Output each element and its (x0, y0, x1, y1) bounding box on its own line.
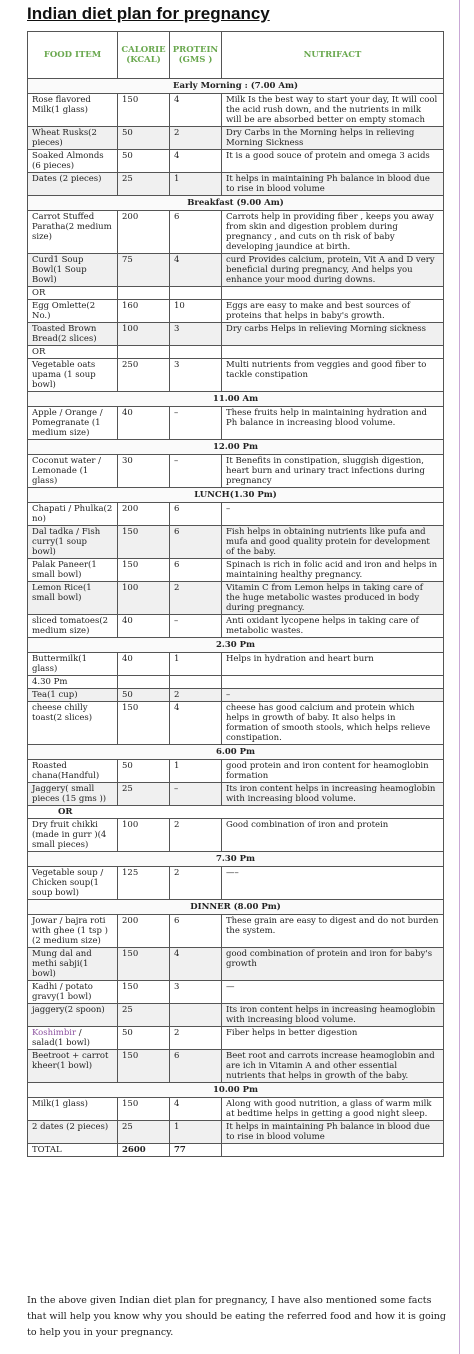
header-calorie: CALORIE (KCAL) (118, 32, 170, 79)
note-row (28, 287, 444, 300)
nutrifact-cell: Helps in hydration and heart burn (222, 653, 444, 676)
calorie-cell: 200 (118, 915, 170, 948)
calorie-cell: 125 (118, 867, 170, 900)
nutrifact-cell: — (222, 981, 444, 1004)
food-item-cell: Rose flavored Milk(1 glass) (28, 94, 118, 127)
food-item-cell: Wheat Rusks(2 pieces) (28, 127, 118, 150)
calorie-cell: 100 (118, 819, 170, 852)
protein-cell: 1 (170, 760, 222, 783)
food-item-cell: Mung dal and methi sabji(1 bowl) (28, 948, 118, 981)
section-heading: 7.30 Pm (28, 852, 444, 867)
empty-cell (170, 287, 222, 300)
table-row (28, 702, 444, 745)
calorie-cell: 25 (118, 783, 170, 806)
nutrifact-cell: Fish helps in obtaining nutrients like pufa and mufa and good quality protein for development of the baby. (222, 526, 444, 559)
table-row (28, 323, 444, 346)
empty-cell (118, 676, 170, 689)
food-item-cell: Vegetable soup / Chicken soup(1 soup bowl) (28, 867, 118, 900)
summary-paragraph: In the above given Indian diet plan for pregnancy, I have also mentioned some facts that will help you know why you should be eating the referred food and how it is going to help you in your pregnancy. (27, 1295, 446, 1338)
food-item-cell: 2 dates (2 pieces) (28, 1121, 118, 1144)
header-nutrifact: NUTRIFACT (222, 32, 444, 79)
nutrifact-cell: – (222, 503, 444, 526)
table-row (28, 615, 444, 638)
nutrifact-cell: Dry Carbs in the Morning helps in relieving Morning Sickness (222, 127, 444, 150)
calorie-cell: 100 (118, 582, 170, 615)
food-item-cell: TOTAL (28, 1144, 118, 1157)
calorie-cell: 40 (118, 653, 170, 676)
table-row (28, 1004, 444, 1027)
protein-cell: 6 (170, 503, 222, 526)
section-heading: LUNCH(1.30 Pm) (28, 488, 444, 503)
food-item-cell: jaggery(2 spoon) (28, 1004, 118, 1027)
protein-cell: 2 (170, 819, 222, 852)
section-heading: Early Morning : (7.00 Am) (28, 79, 444, 94)
protein-cell: – (170, 615, 222, 638)
section-row (28, 638, 444, 653)
protein-cell: 3 (170, 323, 222, 346)
protein-cell: 1 (170, 1121, 222, 1144)
calorie-cell: 150 (118, 526, 170, 559)
nutrifact-cell: curd Provides calcium, protein, Vit A and D very beneficial during pregnancy, And helps you enhance your mood during downs. (222, 254, 444, 287)
calorie-cell: 200 (118, 503, 170, 526)
calorie-cell: 160 (118, 300, 170, 323)
table-row (28, 455, 444, 488)
section-row (28, 745, 444, 760)
food-item-cell: Kadhi / potato gravy(1 bowl) (28, 981, 118, 1004)
section-heading: 10.00 Pm (28, 1083, 444, 1098)
section-row (28, 900, 444, 915)
calorie-cell: 30 (118, 455, 170, 488)
food-item-cell: Jowar / bajra roti with ghee (1 tsp )(2 medium size) (28, 915, 118, 948)
food-item-cell: Dal tadka / Fish curry(1 soup bowl) (28, 526, 118, 559)
section-row (28, 392, 444, 407)
protein-cell: 2 (170, 127, 222, 150)
nutrifact-cell: Spinach is rich in folic acid and iron and helps in maintaining healthy pregnancy. (222, 559, 444, 582)
table-body (28, 79, 444, 1157)
protein-cell: – (170, 783, 222, 806)
protein-cell: 6 (170, 559, 222, 582)
section-heading: 2.30 Pm (28, 638, 444, 653)
nutrifact-cell: Anti oxidant lycopene helps in taking care of metabolic wastes. (222, 615, 444, 638)
calorie-cell: 50 (118, 1027, 170, 1050)
nutrifact-cell: It helps in maintaining Ph balance in blood due to rise in blood volume (222, 173, 444, 196)
protein-cell: 3 (170, 359, 222, 392)
nutrifact-cell: It is a good souce of protein and omega 3 acids (222, 150, 444, 173)
nutrifact-cell: good protein and iron content for heamoglobin formation (222, 760, 444, 783)
food-link[interactable]: Koshimbir (32, 1028, 77, 1038)
note-label: OR (28, 287, 118, 300)
section-row (28, 196, 444, 211)
food-item-cell: Vegetable oats upama (1 soup bowl) (28, 359, 118, 392)
protein-cell: – (170, 455, 222, 488)
section-heading: Breakfast (9.00 Am) (28, 196, 444, 211)
protein-cell (170, 1004, 222, 1027)
food-item-cell: Lemon Rice(1 small bowl) (28, 582, 118, 615)
calorie-cell: 75 (118, 254, 170, 287)
calorie-cell: 150 (118, 94, 170, 127)
section-heading: 11.00 Am (28, 392, 444, 407)
nutrifact-cell: Multi nutrients from veggies and good fiber to tackle constipation (222, 359, 444, 392)
protein-cell: 77 (170, 1144, 222, 1157)
table-row (28, 559, 444, 582)
table-row (28, 300, 444, 323)
food-item-cell: Egg Omlette(2 No.) (28, 300, 118, 323)
nutrifact-cell: cheese has good calcium and protein which helps in growth of baby. It also helps in formation of smooth stools, which helps relieve constipation. (222, 702, 444, 745)
nutrifact-cell: Carrots help in providing fiber , keeps you away from skin and digestion problem during pregnancy , and cuts on th risk of baby developing jaundice at birth. (222, 211, 444, 254)
protein-cell: 3 (170, 981, 222, 1004)
table-row (28, 1050, 444, 1083)
protein-cell: 10 (170, 300, 222, 323)
table-row (28, 1098, 444, 1121)
protein-cell: 6 (170, 526, 222, 559)
protein-cell: 4 (170, 1098, 222, 1121)
nutrifact-cell: Its iron content helps in increasing heamoglobin with increasing blood volume. (222, 1004, 444, 1027)
nutrifact-cell: Beet root and carrots increase heamoglobin and are ich in Vitamin A and other essential nutrients that helps in growth of the baby. (222, 1050, 444, 1083)
note-label: 4.30 Pm (28, 676, 118, 689)
table-row (28, 783, 444, 806)
total-row (28, 1144, 444, 1157)
table-row (28, 526, 444, 559)
note-row (28, 346, 444, 359)
nutrifact-cell: These fruits help in maintaining hydration and Ph balance in increasing blood volume. (222, 407, 444, 440)
table-row (28, 689, 444, 702)
table-row (28, 819, 444, 852)
food-item-cell: Dry fruit chikki (made in gurr )(4 small pieces) (28, 819, 118, 852)
food-item-cell: Toasted Brown Bread(2 slices) (28, 323, 118, 346)
table-row (28, 211, 444, 254)
protein-cell: 4 (170, 94, 222, 127)
section-row (28, 1083, 444, 1098)
nutrifact-cell: Along with good nutrition, a glass of warm milk at bedtime helps in getting a good night sleep. (222, 1098, 444, 1121)
protein-cell: 1 (170, 653, 222, 676)
table-row (28, 653, 444, 676)
food-item-cell: Curd1 Soup Bowl(1 Soup Bowl) (28, 254, 118, 287)
nutrifact-cell: Good combination of iron and protein (222, 819, 444, 852)
food-item-cell: Jaggery( small pieces (15 gms )) (28, 783, 118, 806)
section-row (28, 488, 444, 503)
protein-cell: 1 (170, 173, 222, 196)
empty-cell (222, 346, 444, 359)
protein-cell: 2 (170, 1027, 222, 1050)
table-row (28, 582, 444, 615)
page-edge-line (459, 0, 460, 1354)
protein-cell: 4 (170, 150, 222, 173)
nutrifact-cell (222, 1144, 444, 1157)
nutrifact-cell: good combination of protein and iron for baby's growth (222, 948, 444, 981)
empty-cell (170, 676, 222, 689)
calorie-cell: 150 (118, 702, 170, 745)
table-row (28, 915, 444, 948)
section-row (28, 79, 444, 94)
diet-plan-table (27, 31, 444, 1157)
nutrifact-cell: Vitamin C from Lemon helps in taking care of the huge metabolic wastes produced in body during pregnancy. (222, 582, 444, 615)
section-heading: DINNER (8.00 Pm) (28, 900, 444, 915)
food-item-cell: Roasted chana(Handful) (28, 760, 118, 783)
protein-cell: 6 (170, 915, 222, 948)
calorie-cell: 100 (118, 323, 170, 346)
table-row (28, 503, 444, 526)
food-item-cell (28, 1027, 118, 1050)
page-title: Indian diet plan for pregnancy (27, 4, 270, 23)
table-row (28, 94, 444, 127)
table-row (28, 407, 444, 440)
calorie-cell: 150 (118, 1098, 170, 1121)
table-row (28, 867, 444, 900)
table-header-row (28, 32, 444, 79)
table-row (28, 1121, 444, 1144)
protein-cell: 4 (170, 254, 222, 287)
empty-cell (118, 287, 170, 300)
protein-cell: 2 (170, 689, 222, 702)
calorie-cell: 50 (118, 127, 170, 150)
note-row (28, 806, 444, 819)
nutrifact-cell: It Benefits in constipation, sluggish digestion, heart burn and urinary tract infections during pregnancy (222, 455, 444, 488)
food-item-cell: Carrot Stuffed Paratha(2 medium size) (28, 211, 118, 254)
protein-cell: – (170, 407, 222, 440)
calorie-cell: 25 (118, 1121, 170, 1144)
calorie-cell: 150 (118, 1050, 170, 1083)
calorie-cell: 150 (118, 948, 170, 981)
section-heading: 12.00 Pm (28, 440, 444, 455)
empty-cell (222, 287, 444, 300)
calorie-cell: 150 (118, 559, 170, 582)
food-item-cell: Soaked Almonds (6 pieces) (28, 150, 118, 173)
note-label: OR (28, 806, 444, 819)
food-item-cell: Apple / Orange / Pomegranate (1 medium size) (28, 407, 118, 440)
nutrifact-cell: It helps in maintaining Ph balance in blood due to rise in blood volume (222, 1121, 444, 1144)
calorie-cell: 25 (118, 173, 170, 196)
note-row (28, 676, 444, 689)
calorie-cell: 50 (118, 689, 170, 702)
nutrifact-cell: Its iron content helps in increasing heamoglobin with increasing blood volume. (222, 783, 444, 806)
food-item-cell: sliced tomatoes(2 medium size) (28, 615, 118, 638)
protein-cell: 6 (170, 211, 222, 254)
empty-cell (170, 346, 222, 359)
calorie-cell: 250 (118, 359, 170, 392)
food-item-cell: Palak Paneer(1 small bowl) (28, 559, 118, 582)
note-label: OR (28, 346, 118, 359)
calorie-cell: 50 (118, 760, 170, 783)
nutrifact-cell: These grain are easy to digest and do not burden the system. (222, 915, 444, 948)
calorie-cell: 2600 (118, 1144, 170, 1157)
food-item-text: / salad(1 bowl) (32, 1028, 90, 1048)
nutrifact-cell: Eggs are easy to make and best sources of proteins that helps in baby's growth. (222, 300, 444, 323)
protein-cell: 6 (170, 1050, 222, 1083)
table-row (28, 254, 444, 287)
food-item-cell: cheese chilly toast(2 slices) (28, 702, 118, 745)
protein-cell: 4 (170, 702, 222, 745)
nutrifact-cell: —– (222, 867, 444, 900)
protein-cell: 4 (170, 948, 222, 981)
protein-cell: 2 (170, 867, 222, 900)
table-row (28, 173, 444, 196)
food-item-cell: Coconut water / Lemonade (1 glass) (28, 455, 118, 488)
header-protein: PROTEIN (GMS ) (170, 32, 222, 79)
food-item-cell: Buttermilk(1 glass) (28, 653, 118, 676)
food-item-cell: Tea(1 cup) (28, 689, 118, 702)
food-item-cell: Chapati / Phulka(2 no) (28, 503, 118, 526)
calorie-cell: 50 (118, 150, 170, 173)
food-item-cell: Beetroot + carrot kheer(1 bowl) (28, 1050, 118, 1083)
calorie-cell: 25 (118, 1004, 170, 1027)
table-row (28, 981, 444, 1004)
nutrifact-cell: – (222, 689, 444, 702)
calorie-cell: 40 (118, 407, 170, 440)
nutrifact-cell: Fiber helps in better digestion (222, 1027, 444, 1050)
header-food-item: FOOD ITEM (28, 32, 118, 79)
empty-cell (222, 676, 444, 689)
calorie-cell: 150 (118, 981, 170, 1004)
table-row (28, 948, 444, 981)
table-row (28, 1027, 444, 1050)
table-row (28, 127, 444, 150)
section-row (28, 440, 444, 455)
calorie-cell: 40 (118, 615, 170, 638)
table-row (28, 359, 444, 392)
table-row (28, 150, 444, 173)
empty-cell (118, 346, 170, 359)
nutrifact-cell: Milk Is the best way to start your day, It will cool the acid rush down, and the nutrients in milk will be are absorbed better on empty stomach (222, 94, 444, 127)
section-row (28, 852, 444, 867)
calorie-cell: 200 (118, 211, 170, 254)
food-item-cell: Milk(1 glass) (28, 1098, 118, 1121)
section-heading: 6.00 Pm (28, 745, 444, 760)
nutrifact-cell: Dry carbs Helps in relieving Morning sickness (222, 323, 444, 346)
protein-cell: 2 (170, 582, 222, 615)
food-item-cell: Dates (2 pieces) (28, 173, 118, 196)
table-row (28, 760, 444, 783)
